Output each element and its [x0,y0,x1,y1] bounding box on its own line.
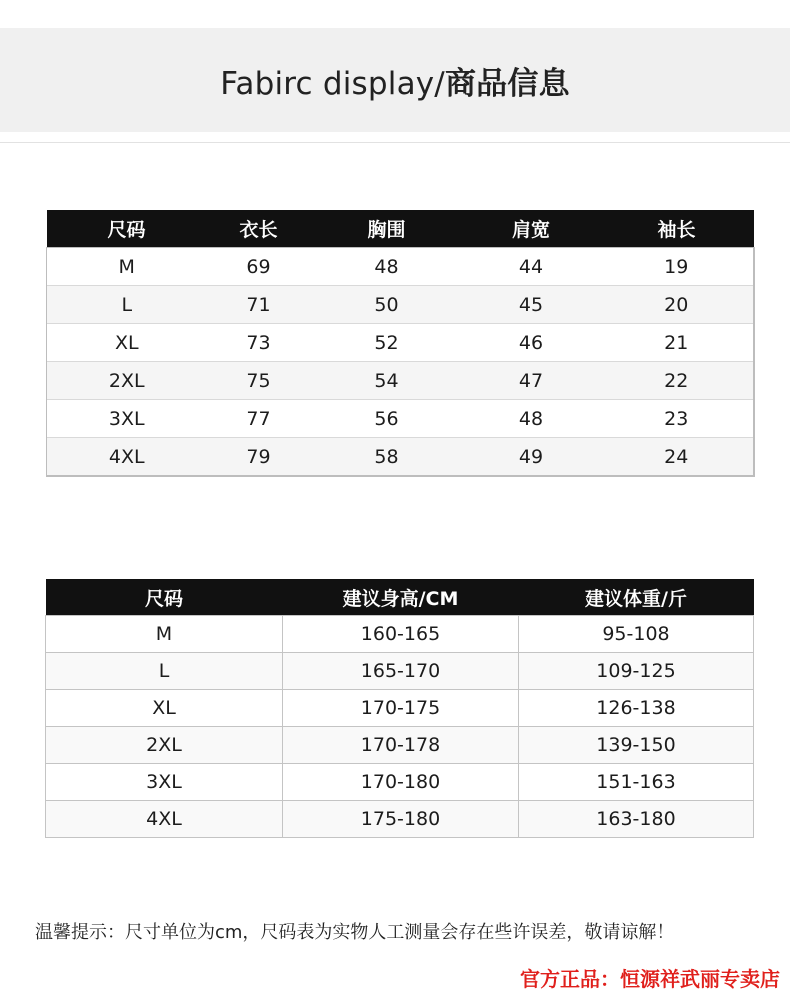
table-cell: 46 [463,324,600,362]
table-cell: 79 [207,438,311,476]
table-row [47,324,754,362]
table-cell: 75 [207,362,311,400]
table-row [47,400,754,438]
column-header-height: 建议身高/CM [283,579,519,616]
column-header-size: 尺码 [47,210,207,248]
table-cell: 151-163 [519,764,754,801]
table-cell: 175-180 [283,801,519,838]
table-cell: 163-180 [519,801,754,838]
table-cell: L [47,286,207,324]
table-row [46,727,754,764]
page-title-english: Fabirc display/ [220,65,445,102]
table-cell: 95-108 [519,616,754,653]
table-cell: 58 [311,438,463,476]
table-cell: 126-138 [519,690,754,727]
table-cell: 2XL [46,727,283,764]
table-cell: M [47,248,207,286]
table-cell: 52 [311,324,463,362]
table-cell: 109-125 [519,653,754,690]
table-cell: 69 [207,248,311,286]
table-cell: 21 [600,324,754,362]
table-row [47,248,754,286]
size-recommendation-table [45,579,754,838]
table-cell: 170-175 [283,690,519,727]
table-row [47,286,754,324]
table-cell: 22 [600,362,754,400]
table-cell: 170-180 [283,764,519,801]
divider [0,142,790,143]
table-cell: XL [46,690,283,727]
table-cell: 47 [463,362,600,400]
table-cell: 3XL [47,400,207,438]
table-cell: 77 [207,400,311,438]
page-title [220,58,570,103]
table-row [47,362,754,400]
page-title-chinese: 商品信息 [444,65,570,102]
table-cell: XL [47,324,207,362]
table-cell: L [46,653,283,690]
table-cell: 19 [600,248,754,286]
table-row [46,801,754,838]
table-cell: 139-150 [519,727,754,764]
shop-name: 官方正品：恒源祥武丽专卖店 [520,967,780,991]
column-header-sleeve: 袖长 [600,210,754,248]
table-cell: 165-170 [283,653,519,690]
header-banner [0,28,790,132]
table-cell: 4XL [46,801,283,838]
size-measurement-table [46,210,754,476]
table-cell: 160-165 [283,616,519,653]
column-header-size: 尺码 [46,579,283,616]
table-header-row [46,579,754,616]
table-row [46,616,754,653]
table-cell: 71 [207,286,311,324]
table-cell: M [46,616,283,653]
table-cell: 45 [463,286,600,324]
table-cell: 3XL [46,764,283,801]
measurement-note: 温馨提示：尺寸单位为cm，尺码表为实物人工测量会存在些许误差，敬请谅解！ [35,922,675,943]
table-cell: 4XL [47,438,207,476]
table-cell: 48 [311,248,463,286]
table-cell: 170-178 [283,727,519,764]
table-cell: 54 [311,362,463,400]
column-header-weight: 建议体重/斤 [519,579,754,616]
table-cell: 50 [311,286,463,324]
table-row [47,438,754,476]
table-cell: 48 [463,400,600,438]
table-row [46,653,754,690]
table-cell: 44 [463,248,600,286]
table-row [46,764,754,801]
table-header-row [47,210,754,248]
column-header-shoulder: 肩宽 [463,210,600,248]
column-header-length: 衣长 [207,210,311,248]
table-cell: 24 [600,438,754,476]
table-row [46,690,754,727]
table-cell: 49 [463,438,600,476]
table-cell: 56 [311,400,463,438]
table-cell: 73 [207,324,311,362]
table-cell: 2XL [47,362,207,400]
column-header-chest: 胸围 [311,210,463,248]
table-cell: 20 [600,286,754,324]
table-cell: 23 [600,400,754,438]
